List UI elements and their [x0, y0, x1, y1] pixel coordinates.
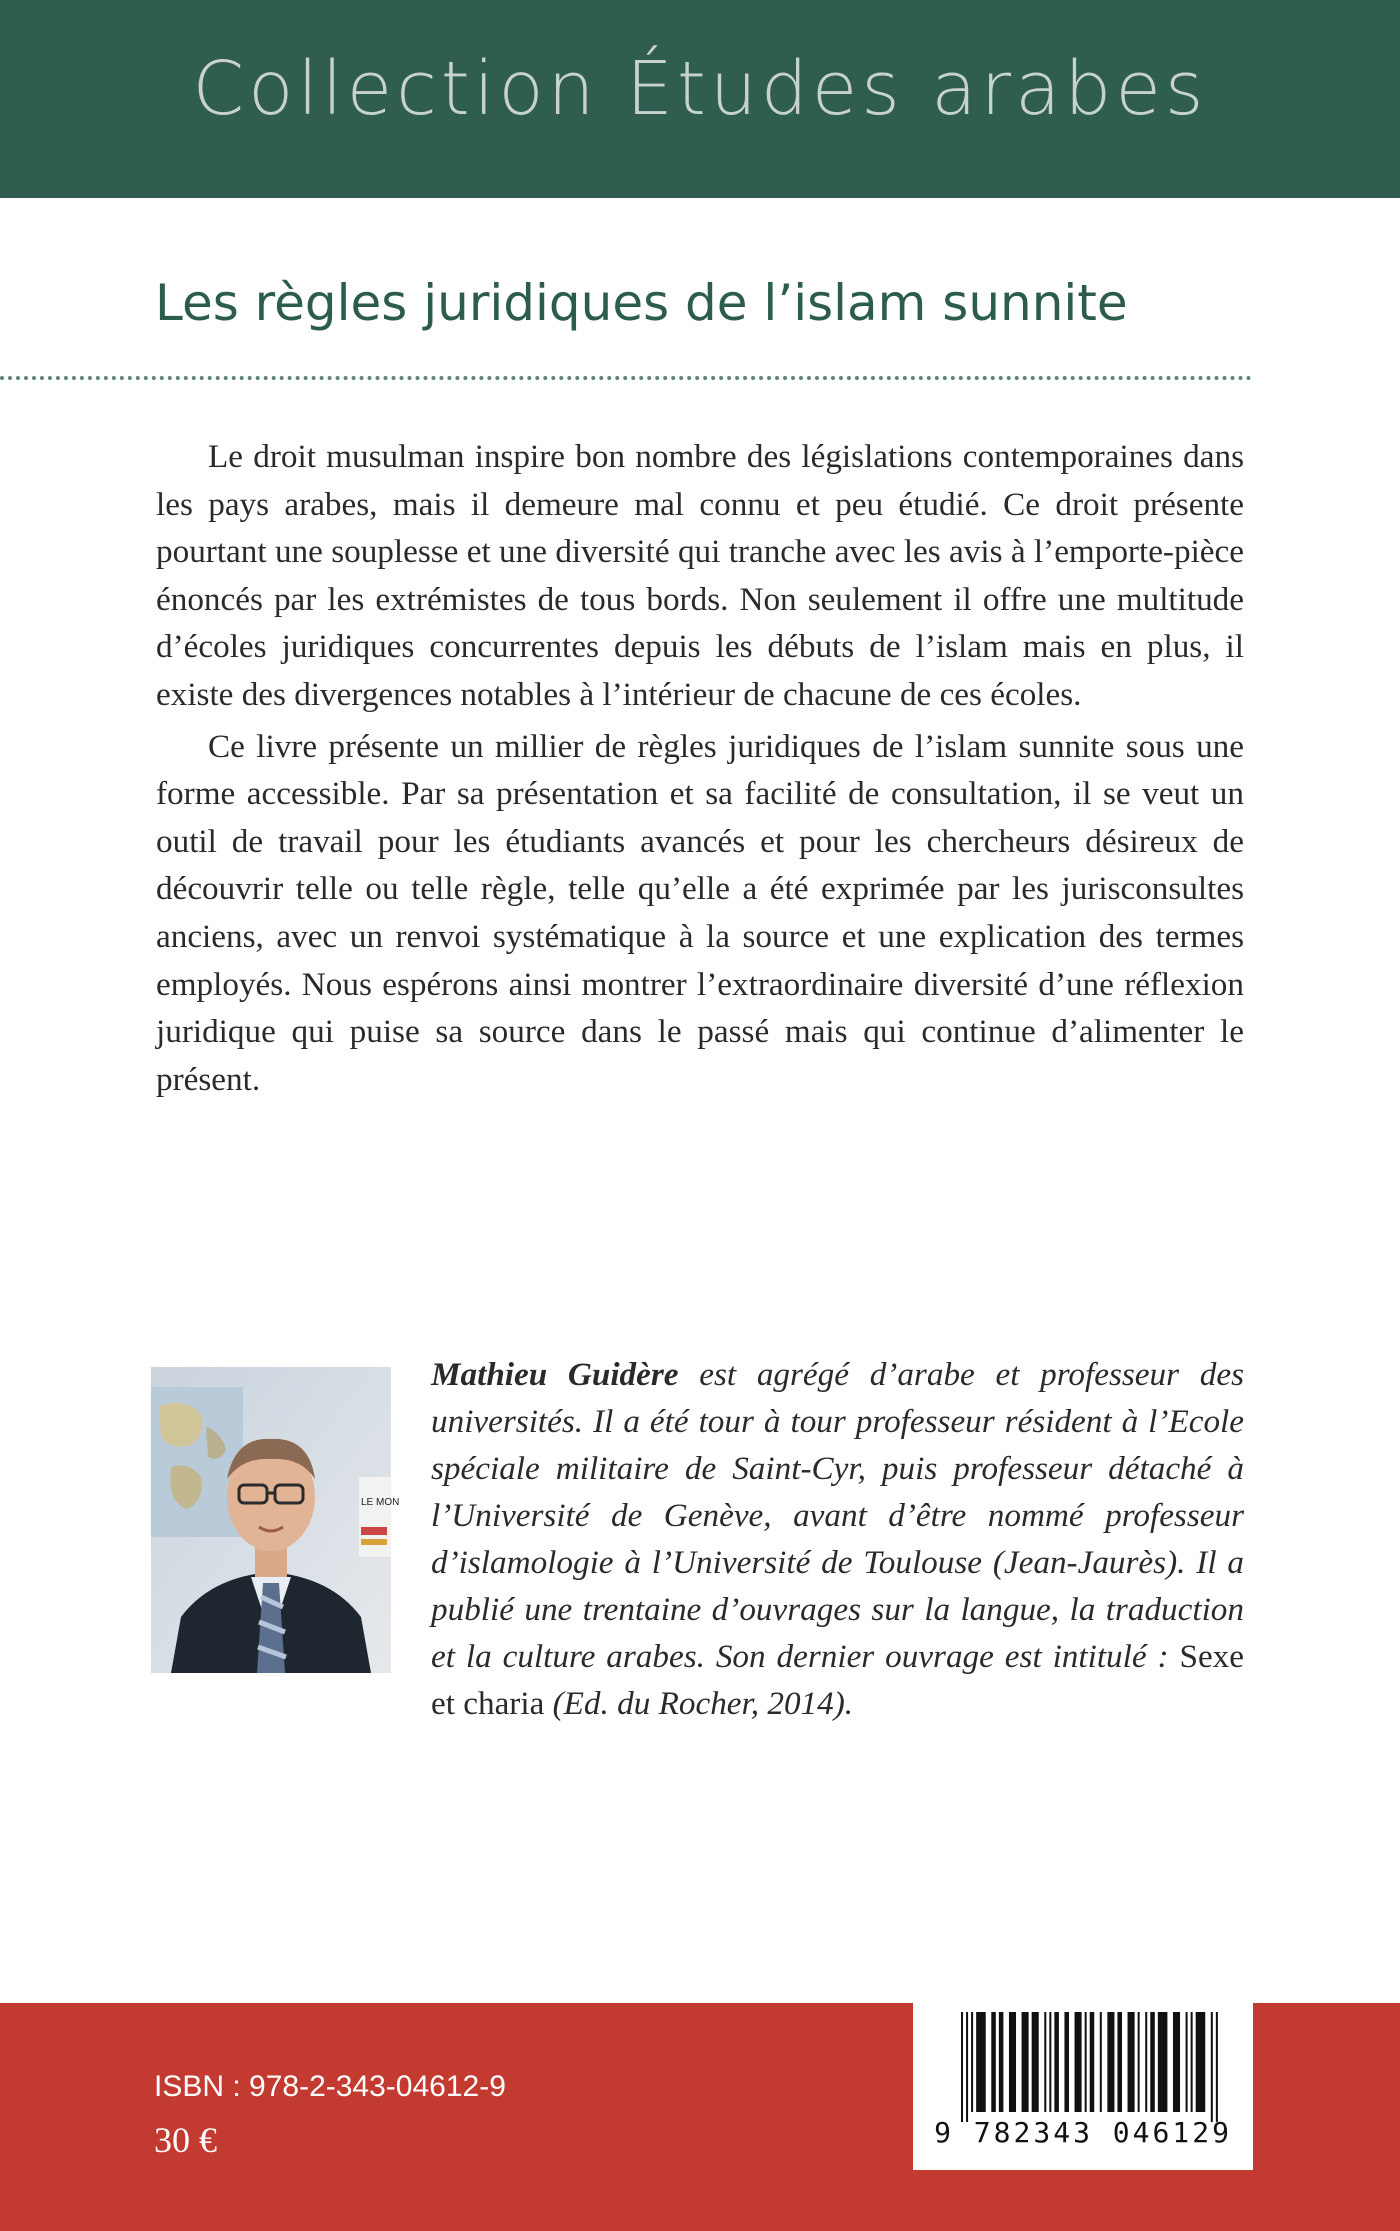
barcode-bar	[1022, 2012, 1029, 2112]
bio-text: est agrégé d’arabe et professeur des universités. Il a été tour à tour professeur résident à l’Ecole spéciale militaire de Saint-Cyr, puis professeur détaché à l’Université de Genève, avant d’être nommé professeur d’islamologie à l’Université de Toulouse (Jean-Jaurès). Il a publié une trentaine d’ouvrages sur la langue, la traduction et la culture arabes. Son dernier ouvrage est intitulé :	[431, 1356, 1244, 1675]
barcode-bar	[1100, 2012, 1102, 2112]
photo-sign-text: LE MON	[361, 1497, 400, 1508]
barcode-bar	[1064, 2012, 1069, 2112]
last-book-title: Sexe et charia	[431, 1638, 1244, 1722]
barcode-bar	[1032, 2012, 1039, 2112]
barcode-bar	[1107, 2012, 1114, 2112]
collection-header-band	[0, 0, 1400, 198]
book-title: Les règles juridiques de l’islam sunnite	[155, 274, 1128, 332]
book-summary	[156, 433, 1244, 1107]
barcode	[913, 2002, 1253, 2170]
dotted-divider	[0, 376, 1252, 380]
barcode-bar	[1049, 2012, 1051, 2112]
barcode-bar	[1186, 2012, 1188, 2112]
barcode-bar	[1009, 2012, 1016, 2112]
summary-paragraph-1: Le droit musulman inspire bon nombre des législations contemporaines dans les pays arabes, mais il demeure mal connu et peu étudié. Ce droit présente pourtant une souplesse et une diversité qui tranche avec les avis à l’emporte-pièce énoncés par les extrémistes de tous bords. Non seulement il offre une multitude d’écoles juridiques concurrentes depuis les débuts de l’islam mais en plus, il existe des divergences notables à l’intérieur de chacune de ces écoles.	[156, 438, 1244, 713]
barcode-bar	[961, 2012, 963, 2122]
barcode-bar	[1054, 2012, 1059, 2112]
barcode-bar	[1173, 2012, 1180, 2112]
price-text: 30 €	[154, 2120, 217, 2160]
barcode-bar	[966, 2012, 968, 2122]
barcode-bar	[976, 2012, 986, 2112]
barcode-bar	[971, 2012, 973, 2112]
barcode-bar	[1150, 2012, 1155, 2112]
barcode-bar	[1158, 2012, 1168, 2112]
barcode-icon	[961, 2012, 1231, 2122]
barcode-bar	[1145, 2012, 1147, 2112]
barcode-bar	[1085, 2012, 1087, 2112]
barcode-bar	[1191, 2012, 1193, 2112]
barcode-bar	[1075, 2012, 1082, 2112]
collection-title: Collection Études arabes	[192, 46, 1208, 132]
barcode-bar	[1117, 2012, 1122, 2112]
barcode-bar	[1128, 2012, 1135, 2112]
isbn-text: ISBN : 978-2-343-04612-9	[154, 2070, 506, 2103]
barcode-bar	[1090, 2012, 1095, 2112]
author-bio	[431, 1351, 1244, 1727]
author-photo	[151, 1367, 400, 1673]
barcode-bar	[999, 2012, 1004, 2112]
barcode-bar	[1138, 2012, 1140, 2112]
barcode-bar	[1196, 2012, 1206, 2112]
bio-publisher: (Ed. du Rocher, 2014).	[544, 1685, 854, 1722]
barcode-bar	[991, 2012, 996, 2112]
author-portrait-icon	[151, 1367, 400, 1673]
barcode-digits: 9 782343 046129	[934, 2116, 1232, 2149]
summary-paragraph-2: Ce livre présente un millier de règles juridiques de l’islam sunnite sous une forme accessible. Par sa présentation et sa facilité de consultation, il se veut un outil de travail pour les étudiants avancés et pour les chercheurs désireux de découvrir telle ou telle règle, telle qu’elle a été exprimée par les jurisconsultes anciens, avec un renvoi systématique à la source et une explication des termes employés. Nous espérons ainsi montrer l’extraordinaire diversité d’une réflexion juridique qui puise sa source dans le passé mais qui continue d’alimenter le présent.	[156, 727, 1244, 1098]
barcode-bar	[1211, 2012, 1213, 2122]
barcode-bar	[1044, 2012, 1046, 2112]
barcode-bar	[1216, 2012, 1218, 2122]
author-name: Mathieu Guidère	[431, 1356, 679, 1393]
